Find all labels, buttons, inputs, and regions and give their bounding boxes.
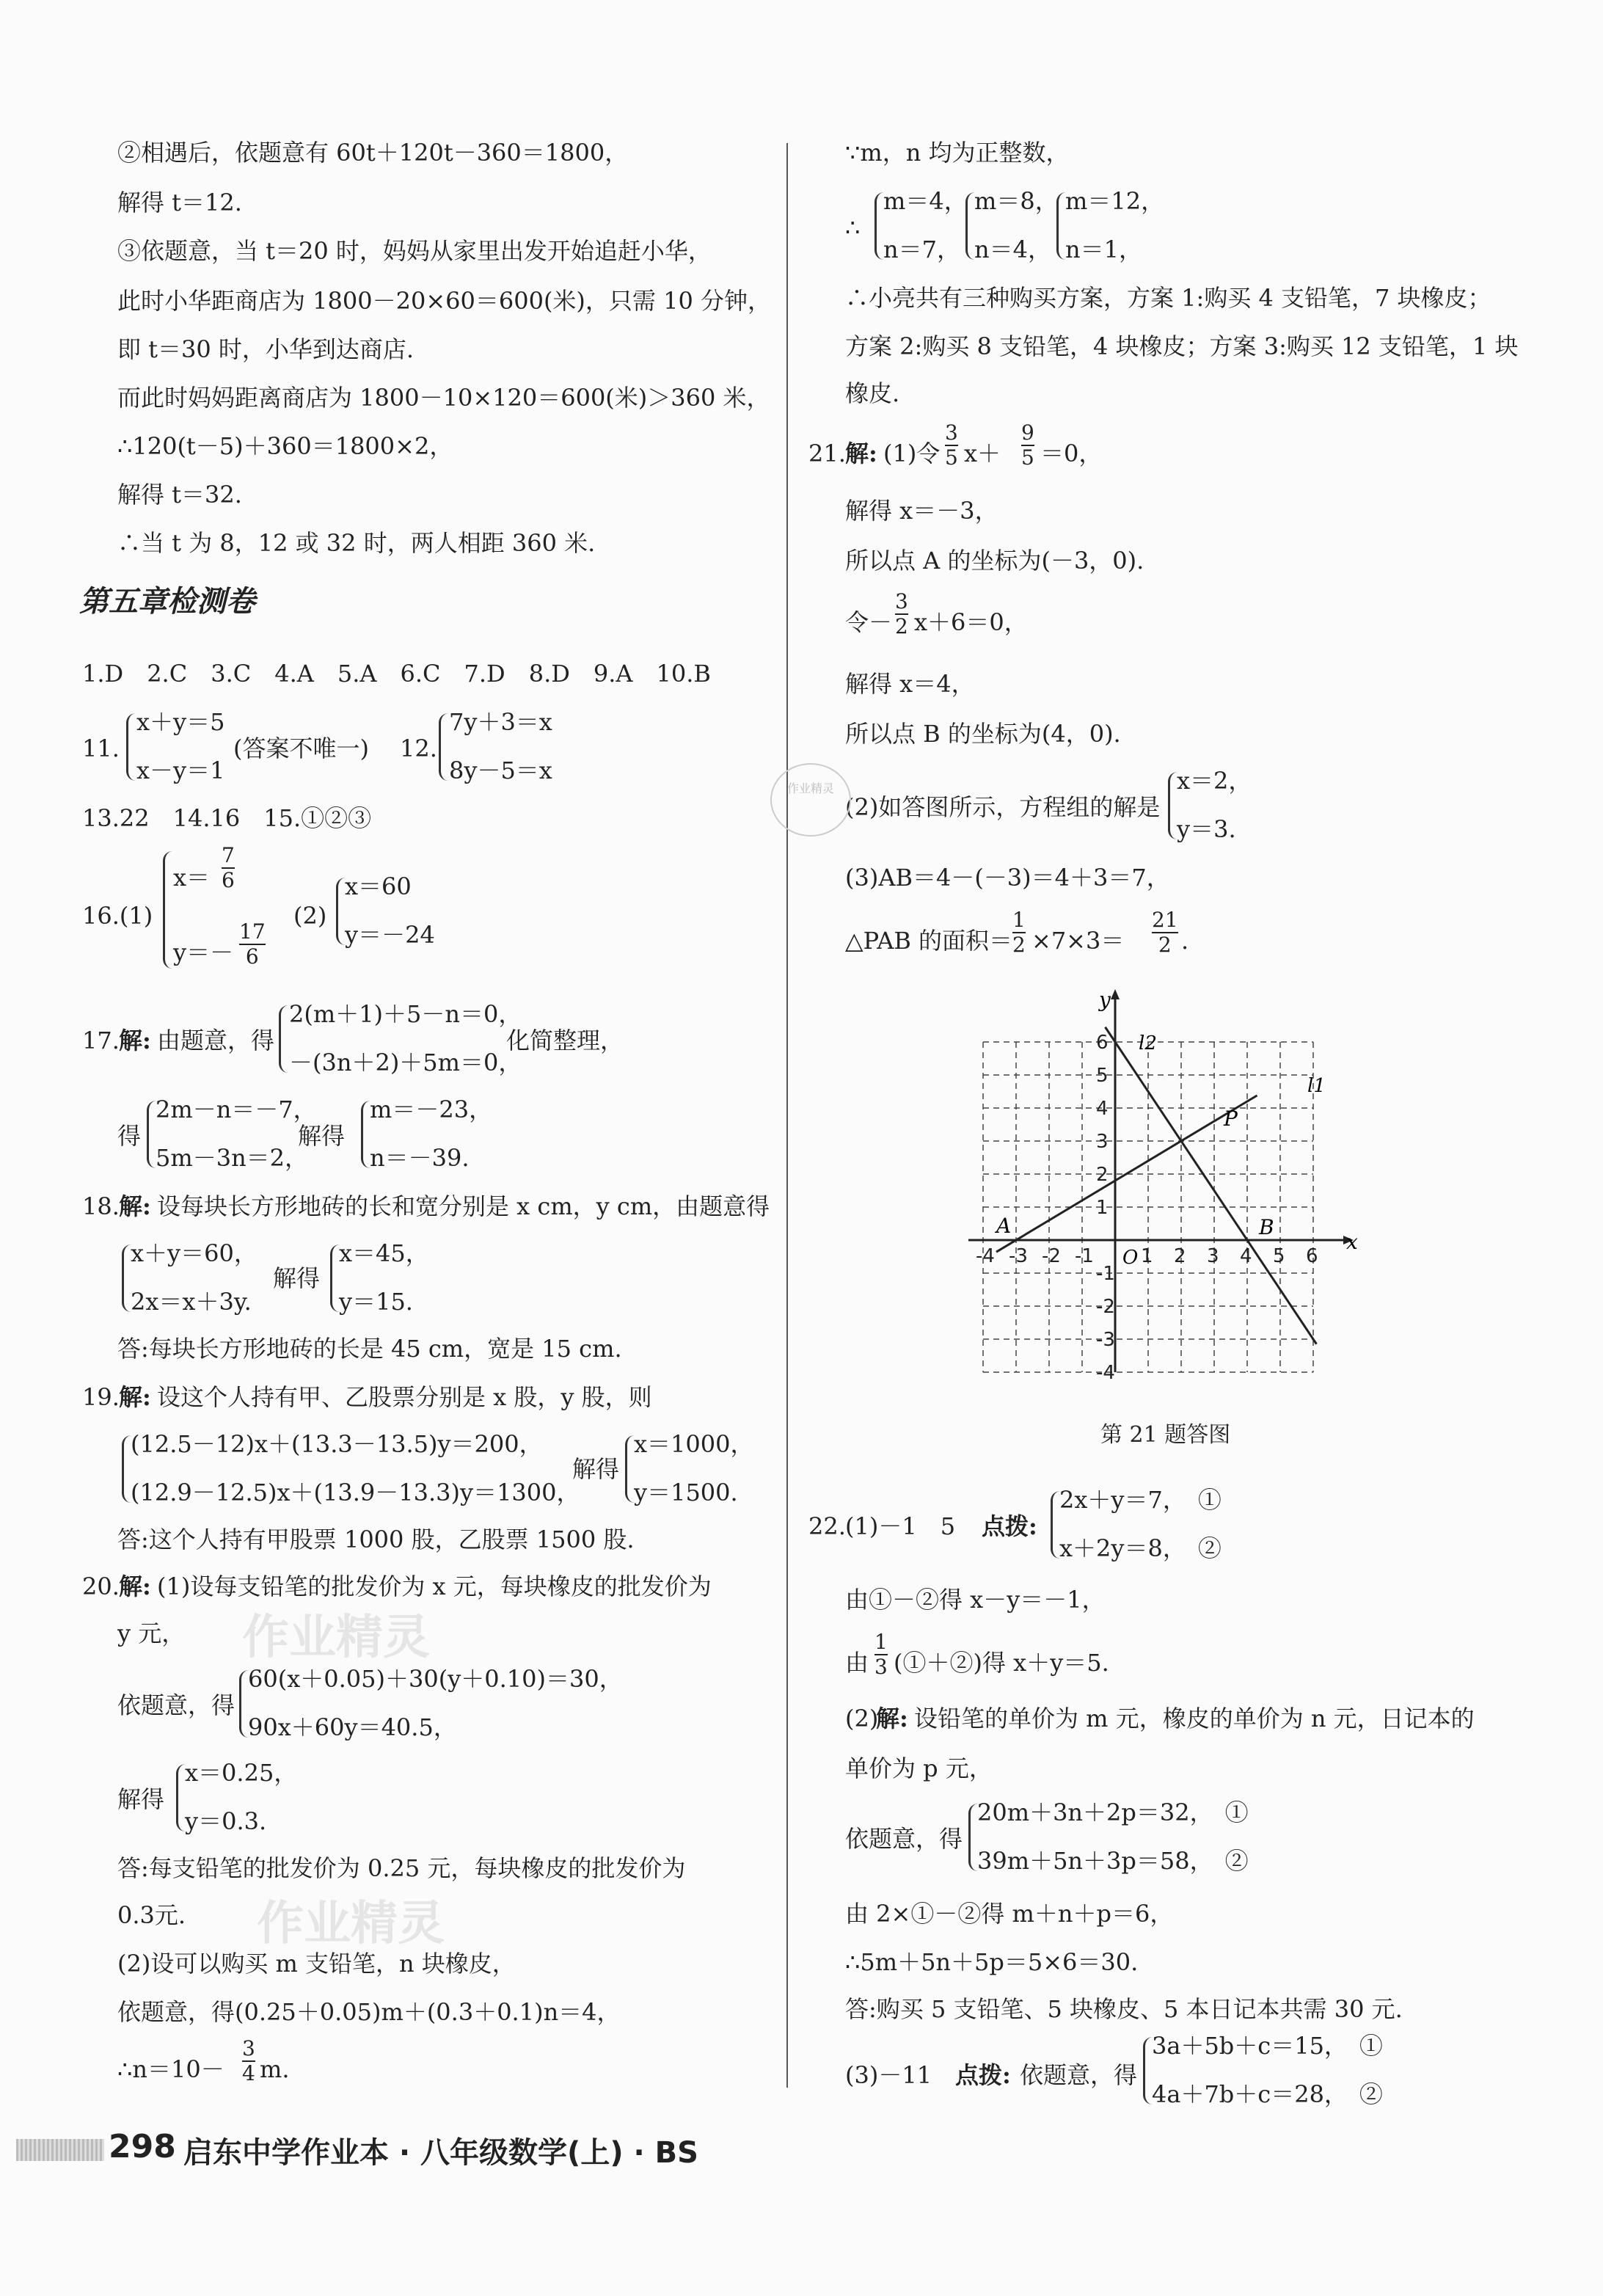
hint-label: 点拨: bbox=[982, 1512, 1037, 1540]
text: 依题意，得(0.25＋0.05)m＋(0.3＋0.1)n＝4， bbox=[117, 1998, 621, 2026]
watermark-text: 作业精灵 bbox=[257, 1897, 445, 1951]
text: ∴ bbox=[845, 214, 861, 241]
equation: 20m＋3n＋2p＝32， ① bbox=[977, 1798, 1249, 1826]
x-tick-label: -1 bbox=[1075, 1245, 1094, 1267]
y-tick-label: 4 bbox=[1096, 1098, 1109, 1120]
q12-label: 12. bbox=[400, 735, 437, 762]
x-tick-label: 6 bbox=[1306, 1245, 1318, 1267]
brace bbox=[439, 713, 448, 781]
footer-decoration bbox=[16, 2139, 104, 2161]
text: 所以点 B 的坐标为(4，0). bbox=[845, 720, 1121, 748]
text-line: 解得 t＝12. bbox=[117, 189, 242, 216]
y-tick-label: 5 bbox=[1096, 1065, 1109, 1087]
line-l2-label: l2 bbox=[1139, 1032, 1157, 1054]
y-axis-label: y bbox=[1099, 988, 1111, 1012]
brace bbox=[279, 1005, 288, 1073]
equation: n＝7， bbox=[883, 236, 960, 263]
q18-label: 18. bbox=[82, 1192, 120, 1220]
figure-caption: 第 21 题答图 bbox=[1100, 1422, 1231, 1448]
equation: (12.5－12)x＋(13.3－13.5)y＝200， bbox=[131, 1430, 543, 1458]
q22-label: 22. bbox=[808, 1512, 846, 1540]
x-axis-label: x bbox=[1346, 1230, 1358, 1254]
text: 解得 x＝4， bbox=[845, 670, 975, 698]
equation: 4a＋7b＋c＝28， ② bbox=[1152, 2080, 1383, 2108]
text: 设这个人持有甲、乙股票分别是 x 股，y 股，则 bbox=[157, 1383, 652, 1411]
point-a-label: A bbox=[996, 1214, 1012, 1238]
text: ×7×3＝ bbox=[1031, 927, 1125, 955]
hint-label: 点拨: bbox=[955, 2061, 1011, 2089]
column-divider bbox=[786, 143, 788, 2088]
text: 单价为 p 元， bbox=[845, 1754, 993, 1782]
fraction: 21 2 bbox=[1152, 908, 1178, 957]
q17-label: 17. bbox=[82, 1027, 120, 1054]
equation: x＝0.25， bbox=[185, 1759, 298, 1787]
text-line: 此时小华距商店为 1800－20×60＝600(米)，只需 10 分钟， bbox=[117, 287, 771, 315]
y-tick-label: 2 bbox=[1096, 1164, 1109, 1186]
equation: 39m＋5n＋3p＝58， ② bbox=[977, 1847, 1249, 1875]
equation: 2x＋y＝7， ① bbox=[1059, 1486, 1222, 1514]
equation: x＝45， bbox=[339, 1239, 429, 1267]
text: 解得 x＝－3， bbox=[845, 497, 998, 525]
y-axis-arrow bbox=[1111, 989, 1120, 999]
x-tick-label: 4 bbox=[1240, 1245, 1252, 1267]
text-line: 方案 2:购买 8 支铅笔，4 块橡皮；方案 3:购买 12 支铅笔，1 块 bbox=[845, 332, 1519, 360]
fraction: 9 5 bbox=[1021, 420, 1034, 470]
fraction: 1 3 bbox=[874, 1630, 888, 1679]
q19-label: 19. bbox=[82, 1383, 120, 1411]
equation: 3a＋5b＋c＝15， ① bbox=[1152, 2032, 1383, 2060]
watermark-stamp: 作业精灵 bbox=[770, 763, 851, 837]
equation: 2m－n＝－7， bbox=[156, 1096, 317, 1123]
x-tick-label: 5 bbox=[1273, 1245, 1285, 1267]
y-tick-label: 3 bbox=[1096, 1131, 1109, 1153]
text: 解得 bbox=[273, 1264, 321, 1292]
q16-label: 16.(1) bbox=[82, 902, 153, 930]
text: 所以点 A 的坐标为(－3，0). bbox=[845, 547, 1144, 575]
equation: (12.9－12.5)x＋(13.9－13.3)y＝1300， bbox=[131, 1479, 580, 1506]
point-p-label: P bbox=[1224, 1107, 1238, 1131]
text-line: ∴小亮共有三种购买方案，方案 1:购买 4 支铅笔，7 块橡皮； bbox=[845, 284, 1491, 312]
y-tick-label: -1 bbox=[1096, 1263, 1115, 1285]
text-line: 而此时妈妈距离商店为 1800－10×120＝600(米)＞360 米， bbox=[117, 384, 770, 412]
text-line: ③依题意，当 t＝20 时，妈妈从家里出发开始追赶小华， bbox=[117, 237, 712, 265]
y-tick-label: -2 bbox=[1096, 1296, 1115, 1318]
equation: x＋y＝5 bbox=[136, 708, 225, 736]
text-line: ∵m，n 均为正整数， bbox=[845, 139, 1070, 167]
text-line: ∴当 t 为 8，12 或 32 时，两人相距 360 米. bbox=[117, 529, 596, 557]
equation: n＝4， bbox=[974, 236, 1051, 263]
text: (2)设可以购买 m 支铅笔，n 块橡皮， bbox=[117, 1950, 516, 1978]
equation: x＝60 bbox=[345, 872, 412, 900]
fraction: 3 2 bbox=[895, 589, 908, 638]
text: (1)－1 5 bbox=[845, 1512, 956, 1540]
text: 解得 bbox=[117, 1785, 165, 1813]
chapter-title: 第五章检测卷 bbox=[79, 585, 255, 619]
text: (2)如答图所示，方程组的解是 bbox=[845, 793, 1161, 821]
y-tick-label: -4 bbox=[1096, 1362, 1115, 1380]
line-l1-label: l1 bbox=[1307, 1075, 1326, 1097]
text-line: 解得 t＝32. bbox=[117, 481, 242, 509]
x-tick-label: 2 bbox=[1174, 1245, 1186, 1267]
text: 由①－②得 x－y＝－1， bbox=[845, 1586, 1106, 1614]
fraction: 1 2 bbox=[1012, 908, 1026, 957]
solution-label: 解: bbox=[119, 1192, 151, 1220]
text: (1)设每支铅笔的批发价为 x 元，每块橡皮的批发价为 bbox=[157, 1572, 712, 1600]
text: ∴n＝10－ bbox=[117, 2055, 224, 2083]
x-tick-label: 1 bbox=[1141, 1245, 1153, 1267]
solution-label: 解: bbox=[845, 440, 877, 467]
text: (①＋②)得 x＋y＝5. bbox=[894, 1649, 1109, 1677]
equation: 8y－5＝x bbox=[449, 757, 552, 784]
text: (3)AB＝4－(－3)＝4＋3＝7， bbox=[845, 864, 1170, 892]
brace bbox=[163, 851, 172, 969]
text-line: 即 t＝30 时，小华到达商店. bbox=[117, 335, 415, 363]
solution-label: 解: bbox=[119, 1572, 151, 1600]
equation: y＝－24 bbox=[345, 921, 435, 949]
q16-part2: (2) bbox=[293, 902, 327, 930]
answer: 答:每块长方形地砖的长是 45 cm，宽是 15 cm. bbox=[117, 1335, 622, 1363]
text: y 元， bbox=[117, 1619, 186, 1647]
q11-label: 11. bbox=[82, 735, 120, 762]
equation: －(3n＋2)＋5m＝0， bbox=[289, 1049, 522, 1076]
equation: y＝0.3. bbox=[185, 1807, 267, 1835]
equation: x＝1000， bbox=[634, 1430, 754, 1458]
equation: x＝ bbox=[173, 864, 211, 892]
equation: x＋y＝60， bbox=[131, 1239, 258, 1267]
equation: 7y＋3＝x bbox=[449, 708, 552, 736]
point-b-label: B bbox=[1259, 1215, 1274, 1239]
text: (2) bbox=[845, 1705, 879, 1732]
answer: 答:每支铅笔的批发价为 0.25 元，每块橡皮的批发价为 bbox=[117, 1854, 686, 1882]
equation: 5m－3n＝2， bbox=[156, 1144, 309, 1172]
text: 由 bbox=[845, 1649, 869, 1677]
text: 依题意，得 bbox=[1020, 2061, 1138, 2089]
equation: y＝1500. bbox=[634, 1479, 738, 1506]
fraction: 3 4 bbox=[242, 2036, 255, 2085]
answer: 答:购买 5 支铅笔、5 块橡皮、5 本日记本共需 30 元. bbox=[845, 1995, 1403, 2023]
text: x＋ bbox=[964, 440, 1001, 467]
fraction: 7 6 bbox=[222, 843, 235, 892]
answer-list: 1.D 2.C 3.C 4.A 5.A 6.C 7.D 8.D 9.A 10.B bbox=[82, 660, 711, 688]
text: 化简整理， bbox=[506, 1027, 624, 1054]
equation: n＝1， bbox=[1065, 236, 1142, 263]
y-tick-label: -3 bbox=[1096, 1329, 1115, 1351]
fraction: 17 6 bbox=[239, 919, 266, 969]
text: 解得 bbox=[572, 1455, 620, 1483]
equation: x＝2， bbox=[1177, 767, 1252, 795]
equation: y＝3. bbox=[1177, 815, 1236, 843]
solution-label: 解: bbox=[119, 1027, 151, 1054]
text: △PAB 的面积＝ bbox=[845, 927, 1013, 955]
equation: m＝8， bbox=[974, 187, 1059, 215]
equation: x－y＝1 bbox=[136, 757, 225, 784]
text: (1)令 bbox=[883, 440, 941, 467]
q21-label: 21. bbox=[808, 440, 846, 467]
equation: 60(x＋0.05)＋30(y＋0.10)＝30， bbox=[248, 1665, 623, 1693]
answer-list: 13.22 14.16 15.①②③ bbox=[82, 804, 372, 832]
solution-label: 解: bbox=[876, 1705, 908, 1732]
text: 解得 bbox=[298, 1122, 346, 1150]
text: 依题意，得 bbox=[117, 1691, 235, 1719]
answer: 答:这个人持有甲股票 1000 股，乙股票 1500 股. bbox=[117, 1526, 635, 1553]
answer: 0.3元. bbox=[117, 1901, 186, 1929]
note: (答案不唯一) bbox=[233, 735, 369, 762]
x-tick-label: -3 bbox=[1009, 1245, 1028, 1267]
text: 设铅笔的单价为 m 元，橡皮的单价为 n 元，日记本的 bbox=[914, 1705, 1475, 1732]
equation: 2x＝x＋3y. bbox=[131, 1288, 252, 1316]
origin-label: O bbox=[1122, 1247, 1139, 1269]
x-tick-label: -2 bbox=[1042, 1245, 1061, 1267]
equation: m＝12， bbox=[1065, 187, 1165, 215]
text: (3)－11 bbox=[845, 2061, 932, 2089]
text: 令－ bbox=[845, 608, 893, 636]
equation: n＝－39. bbox=[370, 1144, 470, 1172]
fraction: 3 5 bbox=[945, 420, 958, 470]
equation: m＝4， bbox=[883, 187, 968, 215]
equation: m＝－23， bbox=[370, 1096, 493, 1123]
brace bbox=[126, 713, 136, 781]
equation: x＋2y＝8， ② bbox=[1059, 1534, 1222, 1562]
text: . bbox=[1181, 927, 1189, 955]
y-tick-label: 6 bbox=[1096, 1032, 1109, 1054]
text-line: ∴120(t－5)＋360＝1800×2， bbox=[117, 432, 453, 460]
text: ＝0， bbox=[1040, 440, 1103, 467]
watermark-text: 作业精灵 bbox=[242, 1611, 430, 1665]
text-line: 橡皮. bbox=[845, 379, 900, 407]
text: 依题意，得 bbox=[845, 1825, 963, 1853]
text-line: ②相遇后，依题意有 60t＋120t－360＝1800， bbox=[117, 139, 629, 167]
equation: y＝－ bbox=[173, 939, 234, 966]
text: x＋6＝0， bbox=[914, 608, 1028, 636]
coordinate-graph bbox=[968, 983, 1365, 1380]
book-title: 启东中学作业本 · 八年级数学(上) · BS bbox=[183, 2136, 698, 2170]
text: m. bbox=[260, 2055, 290, 2083]
equation: 90x＋60y＝40.5， bbox=[248, 1713, 457, 1741]
solution-label: 解: bbox=[119, 1383, 151, 1411]
x-tick-label: -4 bbox=[976, 1245, 995, 1267]
page-number: 298 bbox=[109, 2128, 176, 2165]
text: 由题意，得 bbox=[157, 1027, 275, 1054]
text: ∴5m＋5n＋5p＝5×6＝30. bbox=[845, 1948, 1139, 1976]
text: 由 2×①－②得 m＋n＋p＝6， bbox=[845, 1900, 1174, 1928]
equation: y＝15. bbox=[339, 1288, 413, 1316]
text: 得 bbox=[117, 1122, 142, 1150]
y-tick-label: 1 bbox=[1096, 1197, 1109, 1219]
equation: 2(m＋1)＋5－n＝0， bbox=[289, 1000, 522, 1028]
x-tick-label: 3 bbox=[1207, 1245, 1219, 1267]
q20-label: 20. bbox=[82, 1572, 120, 1600]
text: 设每块长方形地砖的长和宽分别是 x cm，y cm，由题意得 bbox=[157, 1192, 770, 1220]
